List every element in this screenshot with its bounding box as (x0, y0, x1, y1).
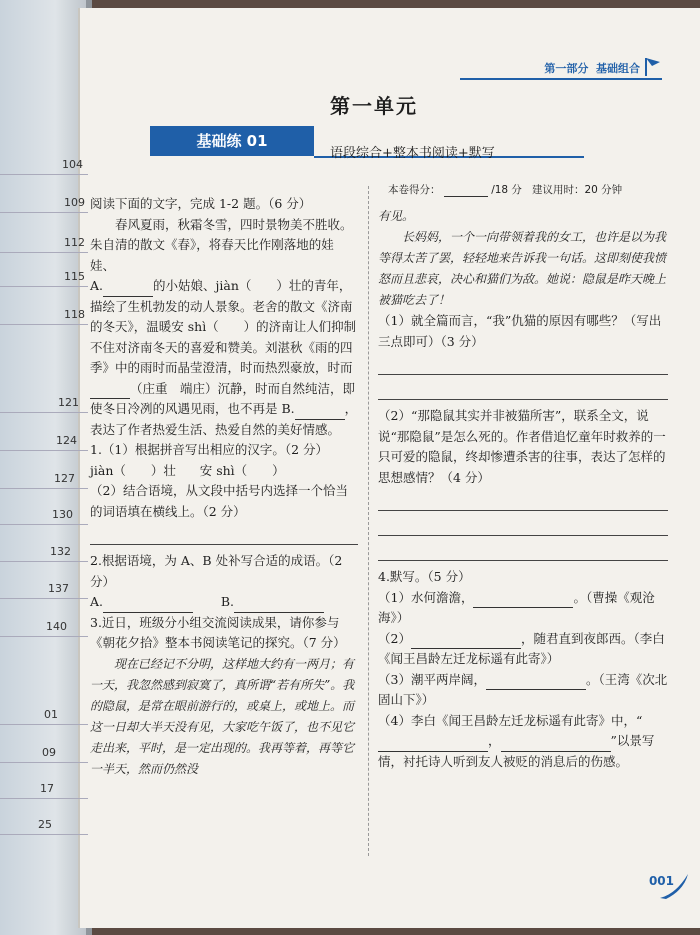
side-page-number: 130 (52, 508, 73, 521)
blank-word[interactable] (90, 384, 130, 399)
q4-4-field1[interactable] (378, 737, 488, 752)
wave-decoration-icon (658, 872, 692, 900)
q4-4-field2[interactable] (501, 737, 611, 752)
q4-3 (378, 670, 668, 711)
q2-a-label: A. (90, 594, 104, 609)
passage-p1: 春风夏雨，秋霜冬雪，四时景物美不胜收。朱自清的散文《春》，将春天比作刚落地的娃娃、 (90, 216, 353, 273)
excerpt-cont1: 有见。 (378, 209, 415, 223)
q4-2b: ，随君直到夜郎西。（李白《闻王昌龄左迁龙标遥有此寄》） (378, 630, 665, 666)
question-1-2: （2）结合语境，从文段中括号内选择一个恰当的词语填在横线上。（2 分） (90, 483, 348, 519)
q4-2a: （2） (378, 630, 411, 646)
page-tab-line (0, 798, 88, 799)
header-part: 第一部分 (544, 62, 589, 75)
score-label: 本卷得分： (388, 184, 441, 196)
excerpt-cont2: 长妈妈，一个一向带领着我的女工，也许是以为我等得太苦了罢，轻轻地来告诉我一句话。这即刻使我愤怒而且悲哀，决心和猫们为敌。她说：隐鼠是昨天晚上被猫吃去了！ (378, 230, 667, 307)
passage-p1d-text: ，表达了作者热爱生活、热爱自然的美好情感。 (90, 401, 358, 437)
q2-blanks (90, 592, 358, 613)
page-tab-line (0, 724, 88, 725)
question-3-2: （2）“那隐鼠其实并非被猫所害”，联系全文，说说“那隐鼠”是怎么死的。作者借追忆童年时救养的一只可爱的隐鼠，终却惨遭杀害的往事，表达了怎样的思想感情？（4 分） (378, 408, 666, 485)
q4-3a: （3）潮平两岸阔， (378, 671, 486, 687)
practice-subtitle: 语段综合+整本书阅读+默写 (330, 146, 495, 161)
q2-b-label: B. (220, 594, 235, 609)
question-4: 4.默写。（5 分） (378, 569, 471, 584)
side-page-number: 127 (54, 472, 75, 485)
answer-line[interactable] (90, 526, 358, 545)
question-3: 3.近日，班级分小组交流阅读成果，请你参与《朝花夕拾》整本书阅读笔记的探究。（7 分） (90, 614, 346, 650)
passage-p1b (90, 276, 358, 379)
unit-title: 第一单元 (330, 94, 418, 118)
side-page-number: 25 (38, 818, 52, 831)
answer-line[interactable] (378, 356, 668, 375)
side-page-number: 121 (58, 396, 79, 409)
practice-badge: 基础练 01 (150, 126, 314, 156)
q4-4a: （4）李白《闻王昌龄左迁龙标遥有此寄》中，“ (378, 712, 643, 728)
question-1: 1.（1）根据拼音写出相应的汉字。（2 分） (90, 442, 329, 457)
q2-a-field[interactable] (103, 598, 193, 613)
excerpt-text: 现在已经记不分明，这样地大约有一两月；有一天，我忽然感到寂寞了，真所谓“若有所失”。我的隐鼠，是常在眼前游行的，或桌上，或地上。而这一日却大半天没有见，大家吃午饭了，也不见它走出来，平时，是一定出现的。我再等着，再等它一半天，然而仍然没 (90, 656, 355, 776)
blank-b[interactable] (295, 405, 345, 420)
q4-1 (378, 588, 668, 629)
page-tab-line (0, 834, 88, 835)
header-part2: 基础组合 (596, 62, 640, 75)
page-tab-line (0, 636, 88, 637)
reading-intro: 阅读下面的文字，完成 1-2 题。（6 分） (90, 196, 312, 211)
workbook-page (78, 8, 700, 928)
page-tab-line (0, 561, 88, 562)
q4-4c: ”以景写情，衬托诗人听到友人被贬的消息后的伤感。 (378, 733, 655, 769)
page-number: 001 (648, 874, 674, 888)
q4-3-field[interactable] (486, 675, 586, 690)
side-page-number: 137 (48, 582, 69, 595)
page-tab-line (0, 488, 88, 489)
q1-jian: jiàn（ ）壮 (90, 462, 176, 478)
page-tab-line (0, 324, 88, 325)
q4-1b: 。（曹操《观沧海》） (378, 589, 655, 625)
header-rule (460, 78, 662, 80)
answer-line[interactable] (378, 542, 668, 561)
side-page-number: 115 (64, 270, 85, 283)
question-2: 2.根据语境，为 A、B 处补写合适的成语。（2 分） (90, 553, 343, 589)
side-page-number: 118 (64, 308, 85, 321)
page-tab-line (0, 598, 88, 599)
passage-p1c (90, 379, 358, 441)
q1-pinyin-row (90, 461, 358, 482)
answer-line[interactable] (378, 381, 668, 400)
q4-3b: 。（王湾《次北固山下》） (378, 671, 668, 707)
flag-icon (644, 56, 662, 76)
q1-shi: 安 shì（ ） (199, 462, 285, 478)
q4-1a: （1）水何澹澹， (378, 589, 474, 605)
q2-b-field[interactable] (234, 598, 324, 613)
page-tab-line (0, 212, 88, 213)
q4-4 (378, 711, 668, 773)
left-column (90, 194, 358, 780)
page-tab-line (0, 174, 88, 175)
side-page-number: 132 (50, 545, 71, 558)
suggested-time: 建议用时：20 分钟 (531, 184, 623, 196)
score-total: /18 分 (491, 184, 522, 196)
page-tab-line (0, 450, 88, 451)
answer-line[interactable] (378, 517, 668, 536)
q4-4b: ， (488, 733, 501, 748)
q4-2-field[interactable] (411, 634, 521, 649)
side-page-number: 01 (44, 708, 58, 721)
side-page-number: 109 (64, 196, 85, 209)
passage-p1c-text: （庄重 端庄）沉静，时而自然纯洁，即使冬日冷冽的风遇见雨，也不再是 B. (90, 380, 356, 416)
page-tab-line (0, 252, 88, 253)
side-page-number: 104 (62, 158, 83, 171)
blank-a[interactable] (103, 282, 153, 297)
column-divider (368, 186, 369, 856)
side-page-number: 112 (64, 236, 85, 249)
q4-1-field[interactable] (473, 593, 573, 608)
page-tab-line (0, 762, 88, 763)
page-tab-line (0, 286, 88, 287)
q4-2 (378, 629, 668, 670)
side-page-number: 140 (46, 620, 67, 633)
page-tab-line (0, 412, 88, 413)
passage-p1b-text: 的小姑娘、jiàn（ ）壮的青年，描绘了生机勃发的动人景象。老舍的散文《济南的冬天》，温暖安 shì（ ）的济南让人们抑制不住对济南冬天的喜爱和赞美。刘湛秋《雨的四季》中的雨时而晶莹澄清，时而热烈豪放，时而 (90, 278, 357, 375)
question-3-1: （1）就全篇而言，“我”仇猫的原因有哪些？（写出三点即可）（3 分） (378, 313, 662, 349)
side-page-number: 17 (40, 782, 54, 795)
right-column (378, 206, 668, 772)
side-page-number: 124 (56, 434, 77, 447)
score-line (388, 182, 622, 197)
side-page-number: 09 (42, 746, 56, 759)
score-field[interactable] (444, 182, 488, 197)
header-section (544, 60, 640, 76)
page-tab-line (0, 524, 88, 525)
answer-line[interactable] (378, 492, 668, 511)
blank-a-label: A. (90, 278, 104, 293)
